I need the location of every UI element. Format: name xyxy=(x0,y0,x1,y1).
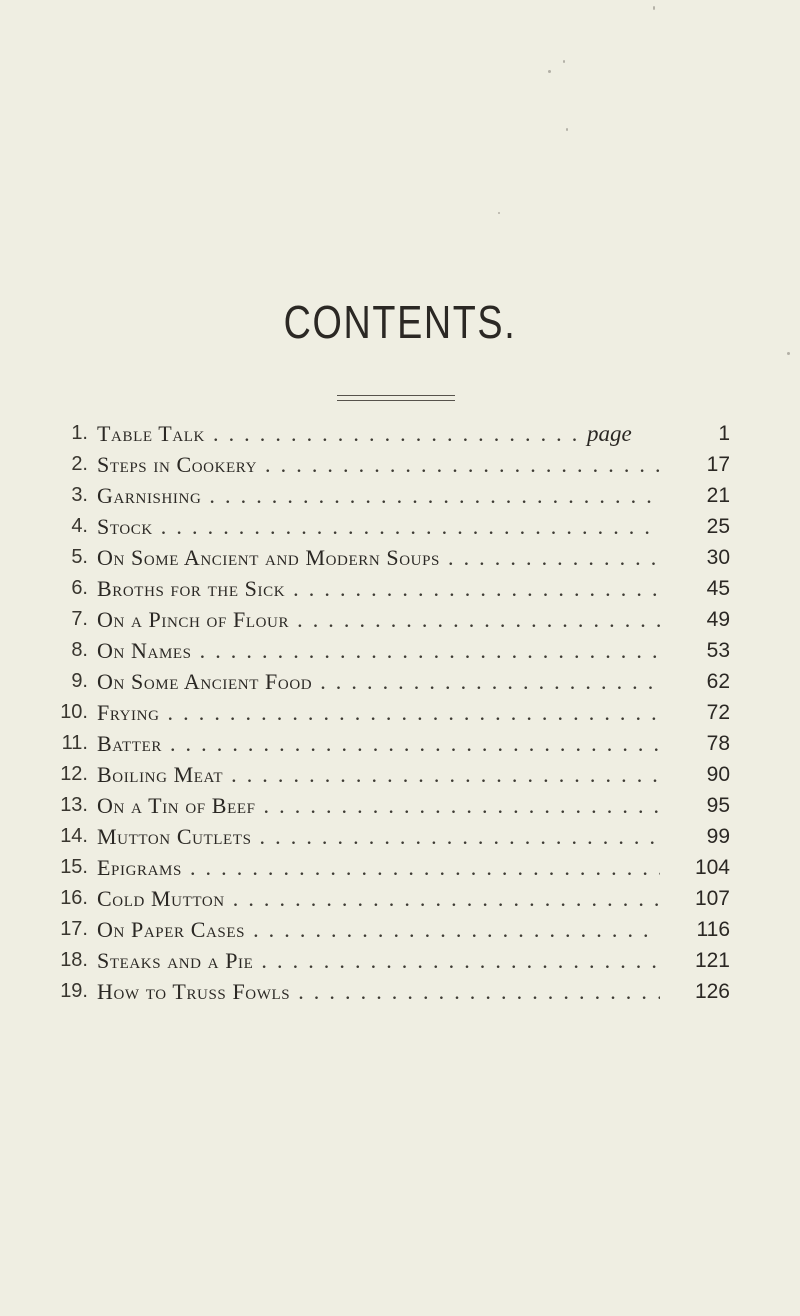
paper-speck xyxy=(566,128,568,131)
chapter-title: On a Tin of Beef xyxy=(97,793,264,818)
chapter-title-leader xyxy=(97,883,660,914)
chapter-title: Frying xyxy=(97,700,168,725)
table-of-contents xyxy=(44,418,730,1007)
chapter-number: 5. xyxy=(71,546,88,568)
chapter-number: 4. xyxy=(71,515,88,537)
page-number: 21 xyxy=(706,484,730,507)
page-number: 126 xyxy=(694,980,730,1003)
chapter-title: How to Truss Fowls xyxy=(97,979,298,1004)
toc-entry xyxy=(44,914,730,945)
toc-entry xyxy=(44,666,730,697)
chapter-number: 2. xyxy=(71,453,88,475)
toc-entry xyxy=(44,511,730,542)
chapter-number: 1. xyxy=(71,422,88,444)
chapter-title: Garnishing xyxy=(97,483,209,508)
page-number: 107 xyxy=(694,887,730,910)
toc-entry xyxy=(44,945,730,976)
heading-rule-bottom xyxy=(337,400,455,401)
toc-entry xyxy=(44,604,730,635)
chapter-title-leader xyxy=(97,511,660,542)
toc-entry xyxy=(44,759,730,790)
chapter-title-leader xyxy=(97,635,660,666)
chapter-title: Stock xyxy=(97,514,161,539)
chapter-number: 7. xyxy=(71,608,88,630)
chapter-number: 18. xyxy=(60,949,88,971)
page-number: 99 xyxy=(706,825,730,848)
toc-entry xyxy=(44,480,730,511)
chapter-title-leader xyxy=(97,697,660,728)
page-number: 116 xyxy=(696,918,730,941)
paper-speck xyxy=(548,70,551,73)
page-number: 121 xyxy=(694,949,730,972)
chapter-title-leader xyxy=(97,821,660,852)
chapter-title: Epigrams xyxy=(97,855,190,880)
chapter-number: 13. xyxy=(60,794,88,816)
chapter-number: 14. xyxy=(60,825,88,847)
chapter-number: 17. xyxy=(60,918,88,940)
chapter-title: Cold Mutton xyxy=(97,886,233,911)
paper-speck xyxy=(563,60,565,63)
chapter-title-leader xyxy=(97,573,660,604)
page-number: 45 xyxy=(706,577,730,600)
page-number: 17 xyxy=(706,453,730,476)
chapter-title: Broths for the Sick xyxy=(97,576,293,601)
toc-entry xyxy=(44,883,730,914)
page-number: 25 xyxy=(706,515,730,538)
chapter-number: 8. xyxy=(71,639,88,661)
chapter-title-leader xyxy=(97,449,660,480)
page-number: 72 xyxy=(706,701,730,724)
chapter-number: 3. xyxy=(71,484,88,506)
paper-speck xyxy=(653,6,655,10)
chapter-number: 11. xyxy=(61,732,88,754)
toc-entry xyxy=(44,635,730,666)
chapter-title-leader xyxy=(97,914,660,945)
chapter-title: On Paper Cases xyxy=(97,917,253,942)
chapter-number: 16. xyxy=(60,887,88,909)
chapter-title-leader xyxy=(97,976,660,1007)
chapter-title-leader xyxy=(97,728,660,759)
chapter-title-leader xyxy=(97,480,660,511)
page-number: 62 xyxy=(706,670,730,693)
paper-speck xyxy=(498,212,500,214)
chapter-title: Boiling Meat xyxy=(97,762,231,787)
chapter-title-leader xyxy=(97,542,660,573)
toc-entry xyxy=(44,573,730,604)
chapter-title: On a Pinch of Flour xyxy=(97,607,297,632)
toc-entry xyxy=(44,449,730,480)
page-number: 90 xyxy=(706,763,730,786)
chapter-title: On Some Ancient Food xyxy=(97,669,320,694)
chapter-title: Batter xyxy=(97,731,170,756)
chapter-number: 12. xyxy=(60,763,88,785)
chapter-number: 9. xyxy=(71,670,88,692)
chapter-title: Steps in Cookery xyxy=(97,452,265,477)
page-number: 30 xyxy=(706,546,730,569)
chapter-title: On Some Ancient and Modern Soups xyxy=(97,545,448,570)
page-number: 1 xyxy=(718,422,730,445)
toc-entry xyxy=(44,976,730,1007)
chapter-number: 10. xyxy=(60,701,88,723)
toc-entry xyxy=(44,542,730,573)
page-number: 95 xyxy=(706,794,730,817)
page-column-label: page xyxy=(587,421,632,446)
chapter-title-leader xyxy=(97,945,660,976)
chapter-title: Steaks and a Pie xyxy=(97,948,261,973)
page-number: 53 xyxy=(706,639,730,662)
heading-rule-top xyxy=(337,395,455,396)
toc-entry xyxy=(44,790,730,821)
chapter-number: 15. xyxy=(60,856,88,878)
page-number: 78 xyxy=(706,732,730,755)
chapter-number: 6. xyxy=(71,577,88,599)
toc-entry xyxy=(44,418,730,449)
chapter-title-leader xyxy=(97,790,660,821)
chapter-title: On Names xyxy=(97,638,200,663)
chapter-title-leader xyxy=(97,852,660,883)
toc-entry xyxy=(44,821,730,852)
toc-entry xyxy=(44,852,730,883)
chapter-title-leader xyxy=(97,759,660,790)
toc-entry xyxy=(44,697,730,728)
chapter-title-leader xyxy=(97,604,660,635)
chapter-title: Mutton Cutlets xyxy=(97,824,260,849)
chapter-title-leader xyxy=(97,666,660,697)
page-number: 104 xyxy=(694,856,730,879)
contents-heading: CONTENTS. xyxy=(283,296,517,348)
chapter-number: 19. xyxy=(60,980,88,1002)
chapter-title: Table Talk xyxy=(97,421,213,446)
page-number: 49 xyxy=(706,608,730,631)
toc-entry xyxy=(44,728,730,759)
chapter-title-leader xyxy=(97,418,577,449)
paper-speck xyxy=(787,352,790,355)
